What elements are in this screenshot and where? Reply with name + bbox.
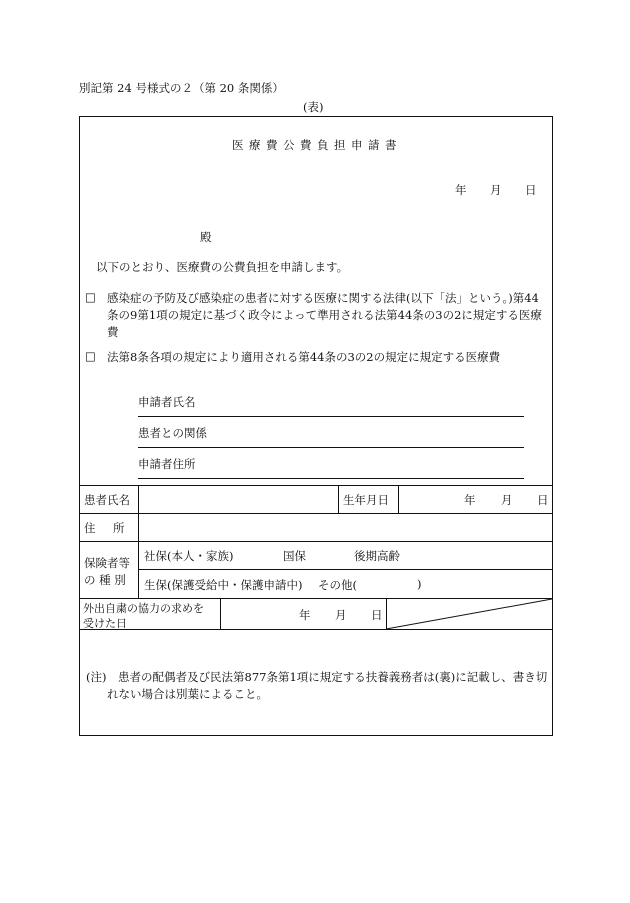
applicant-address-line[interactable] bbox=[138, 478, 524, 479]
date-year: 年 bbox=[455, 183, 467, 197]
request-day: 日 bbox=[371, 608, 383, 622]
note-line2: れない場合は別葉によること。 bbox=[107, 687, 268, 701]
birth-label: 生年月日 bbox=[343, 493, 389, 507]
note-prefix: (注) bbox=[86, 670, 107, 684]
insurer-option-other-close: ) bbox=[417, 577, 422, 591]
birth-month: 月 bbox=[501, 493, 513, 507]
option2-checkbox[interactable]: □ bbox=[85, 349, 96, 363]
patient-name-field[interactable] bbox=[146, 489, 332, 511]
table-col-line bbox=[398, 485, 399, 513]
request-year: 年 bbox=[299, 608, 311, 622]
insurer-option-kokuho[interactable]: 国保 bbox=[283, 549, 306, 563]
request-label-line1: 外出自粛の協力の求めを bbox=[83, 602, 204, 615]
insurer-option-other[interactable]: その他( bbox=[318, 578, 357, 592]
birth-year: 年 bbox=[464, 493, 476, 507]
option1-text: 感染症の予防及び感染症の患者に対する医療に関する法律(以下「法」という。)第44条の9第1項の規定に基づく政令によって準用される法第44条の3の2に規定する医療費 bbox=[107, 291, 542, 339]
option2-text: 法第8条各項の規定により適用される第44条の3の2の規定に規定する医療費 bbox=[107, 350, 501, 364]
applicant-relation-line[interactable] bbox=[138, 447, 524, 448]
insurer-option-koki[interactable]: 後期高齢 bbox=[354, 549, 400, 563]
applicant-address-label: 申請者住所 bbox=[138, 457, 196, 471]
option1-checkbox[interactable]: □ bbox=[85, 290, 96, 304]
table-row-line bbox=[138, 569, 552, 570]
birth-day: 日 bbox=[537, 493, 549, 507]
side-label: (表) bbox=[303, 100, 324, 114]
address-field[interactable] bbox=[146, 517, 546, 539]
date-month: 月 bbox=[490, 183, 502, 197]
form-number: 別記第 24 号様式の２（第 20 条関係） bbox=[79, 81, 284, 95]
request-month: 月 bbox=[335, 608, 347, 622]
request-label-line2: 受けた日 bbox=[83, 617, 127, 630]
patient-name-label: 患者氏名 bbox=[84, 493, 130, 507]
address-label: 住 所 bbox=[84, 521, 128, 535]
form-title: 医療費公費負担申請書 bbox=[232, 138, 402, 152]
applicant-relation-label: 患者との関係 bbox=[138, 426, 207, 440]
applicant-name-line[interactable] bbox=[138, 416, 524, 417]
insurer-label-line1: 保険者等 bbox=[84, 556, 130, 570]
insurer-option-seiho[interactable]: 生保(保護受給中・保護申請中) bbox=[144, 578, 303, 592]
insurer-option-shaho[interactable]: 社保(本人・家族) bbox=[144, 549, 234, 563]
addressee-suffix: 殿 bbox=[200, 230, 212, 244]
table-top-line bbox=[79, 485, 552, 486]
table-col-line bbox=[220, 598, 221, 629]
applicant-name-label: 申請者氏名 bbox=[138, 395, 196, 409]
date-day: 日 bbox=[525, 183, 537, 197]
table-col-line bbox=[338, 485, 339, 513]
insurer-label-line2: の 種 別 bbox=[84, 573, 126, 587]
table-col-line bbox=[138, 485, 139, 598]
table-row-line bbox=[79, 513, 552, 514]
intro-text: 以下のとおり、医療費の公費負担を申請します。 bbox=[96, 260, 349, 274]
table-row-line bbox=[79, 541, 552, 542]
note-line1: 患者の配偶者及び民法第877条第1項に規定する扶養義務者は(裏)に記載し、書き切 bbox=[118, 670, 548, 684]
diagonal-strike bbox=[386, 598, 552, 630]
